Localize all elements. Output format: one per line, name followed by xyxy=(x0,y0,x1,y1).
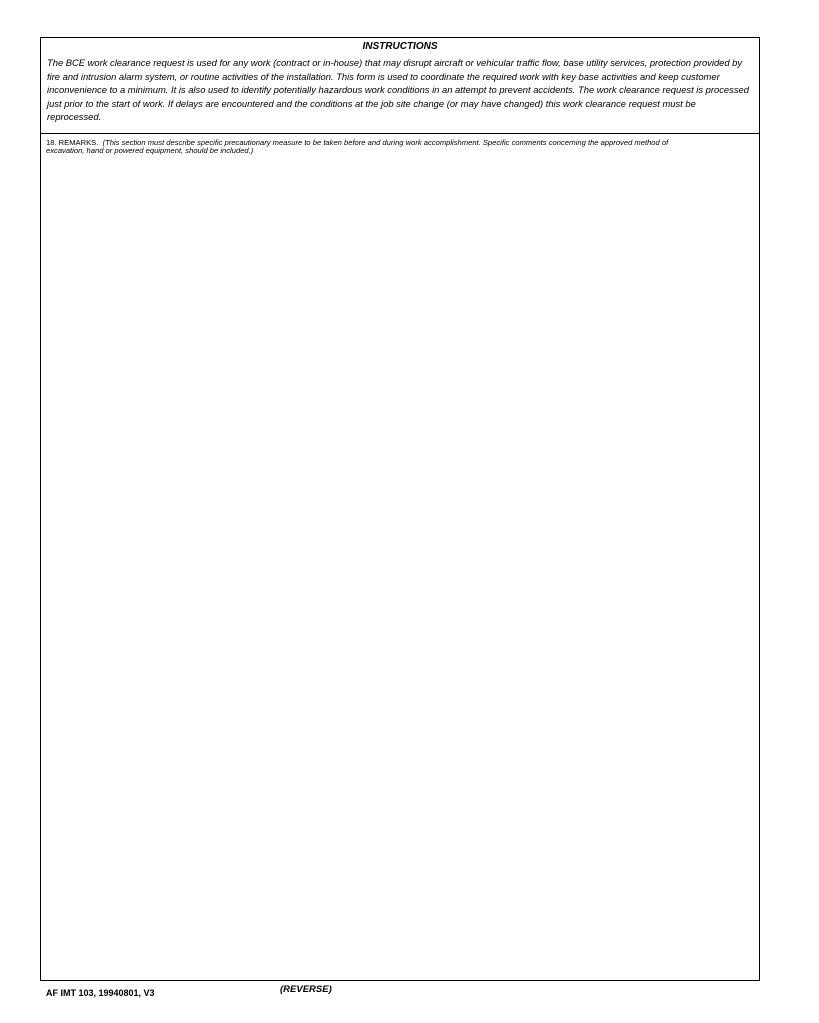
form-identifier: AF IMT 103, 19940801, V3 xyxy=(46,988,155,998)
instructions-section xyxy=(41,38,759,134)
page-side-label: (REVERSE) xyxy=(280,984,332,995)
form-frame xyxy=(40,37,760,981)
remarks-label xyxy=(46,139,686,155)
remarks-label-description: (This section must describe specific precautionary measure to be taken before and during work accomplishment. Specific comments concerning the approved method of excavation, hand or powered equipment, should be included.) xyxy=(46,138,669,155)
remarks-section xyxy=(41,134,759,980)
instructions-title: INSTRUCTIONS xyxy=(362,41,438,52)
remarks-text-field[interactable] xyxy=(43,162,757,978)
instructions-text: The BCE work clearance request is used for any work (contract or in-house) that may disrupt aircraft or vehicular traffic flow, base utility services, protection provided by fire and intrusion alarm system, or routine activities of the installation. This form is used to coordinate the required work with key base activities and keep customer inconvenience to a minimum. It is also used to identify potentially hazardous work conditions in an attempt to prevent accidents. The work clearance request is processed just prior to the start of work. If delays are encountered and the conditions at the job site change (or may have changed) this work clearance request must be reprocessed. xyxy=(47,57,749,122)
remarks-label-title: 18. REMARKS. xyxy=(46,138,99,147)
